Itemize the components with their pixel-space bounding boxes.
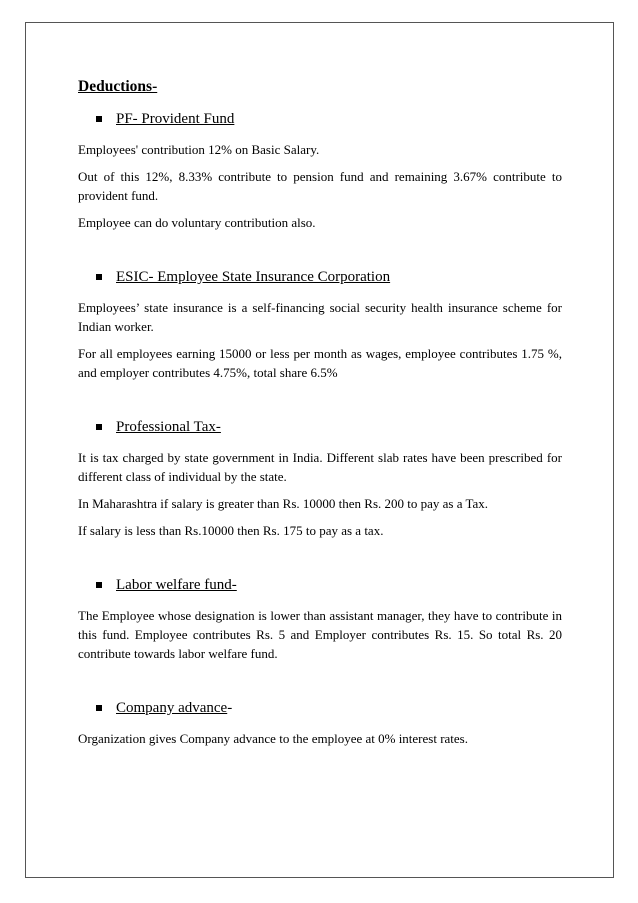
paragraph: Organization gives Company advance to the employee at 0% interest rates.: [78, 731, 468, 746]
square-bullet-icon: [96, 116, 102, 122]
section-title-esic: [96, 268, 562, 286]
section-professional-tax: [78, 418, 562, 540]
section-title-text: Company advance: [116, 700, 228, 716]
section-title-labor-welfare-fund: [96, 576, 562, 594]
paragraph: If salary is less than Rs.10000 then Rs. 175 to pay as a tax.: [78, 523, 384, 538]
square-bullet-icon: [96, 705, 102, 711]
section-title-text: Professional Tax-: [116, 419, 221, 435]
paragraph: The Employee whose designation is lower than assistant manager, they have to contribute in this fund. Employee contributes Rs. 5 and Employer contributes Rs. 15. So total Rs. 20 contribute towards labor welfare fund.: [78, 608, 562, 661]
section-title-text: Labor welfare fund-: [116, 577, 237, 593]
square-bullet-icon: [96, 274, 102, 280]
section-title-professional-tax: [96, 418, 562, 436]
paragraph: Out of this 12%, 8.33% contribute to pension fund and remaining 3.67% contribute to provident fund.: [78, 169, 562, 203]
section-title-pf: [96, 110, 562, 128]
section-title-text: PF- Provident Fund: [116, 111, 235, 127]
page-heading: Deductions-: [78, 78, 158, 95]
document-content: [78, 78, 562, 748]
paragraph: For all employees earning 15000 or less per month as wages, employee contributes 1.75 %, and employer contributes 4.75%, total share 6.5%: [78, 346, 562, 380]
paragraph: In Maharashtra if salary is greater than Rs. 10000 then Rs. 200 to pay as a Tax.: [78, 496, 489, 511]
section-esic: [78, 268, 562, 382]
paragraph: Employees’ state insurance is a self-financing social security health insurance scheme for Indian worker.: [78, 300, 562, 334]
section-pf: [78, 110, 562, 232]
square-bullet-icon: [96, 582, 102, 588]
square-bullet-icon: [96, 424, 102, 430]
section-title-company-advance: [96, 699, 562, 717]
paragraph: It is tax charged by state government in India. Different slab rates have been prescribed for different class of individual by the state.: [78, 450, 562, 484]
paragraph: Employees' contribution 12% on Basic Salary.: [78, 142, 320, 157]
section-company-advance: [78, 699, 562, 748]
section-title-text: ESIC- Employee State Insurance Corporation: [116, 269, 391, 285]
section-title-suffix: -: [227, 700, 233, 716]
paragraph: Employee can do voluntary contribution also.: [78, 215, 316, 230]
section-labor-welfare-fund: [78, 576, 562, 663]
